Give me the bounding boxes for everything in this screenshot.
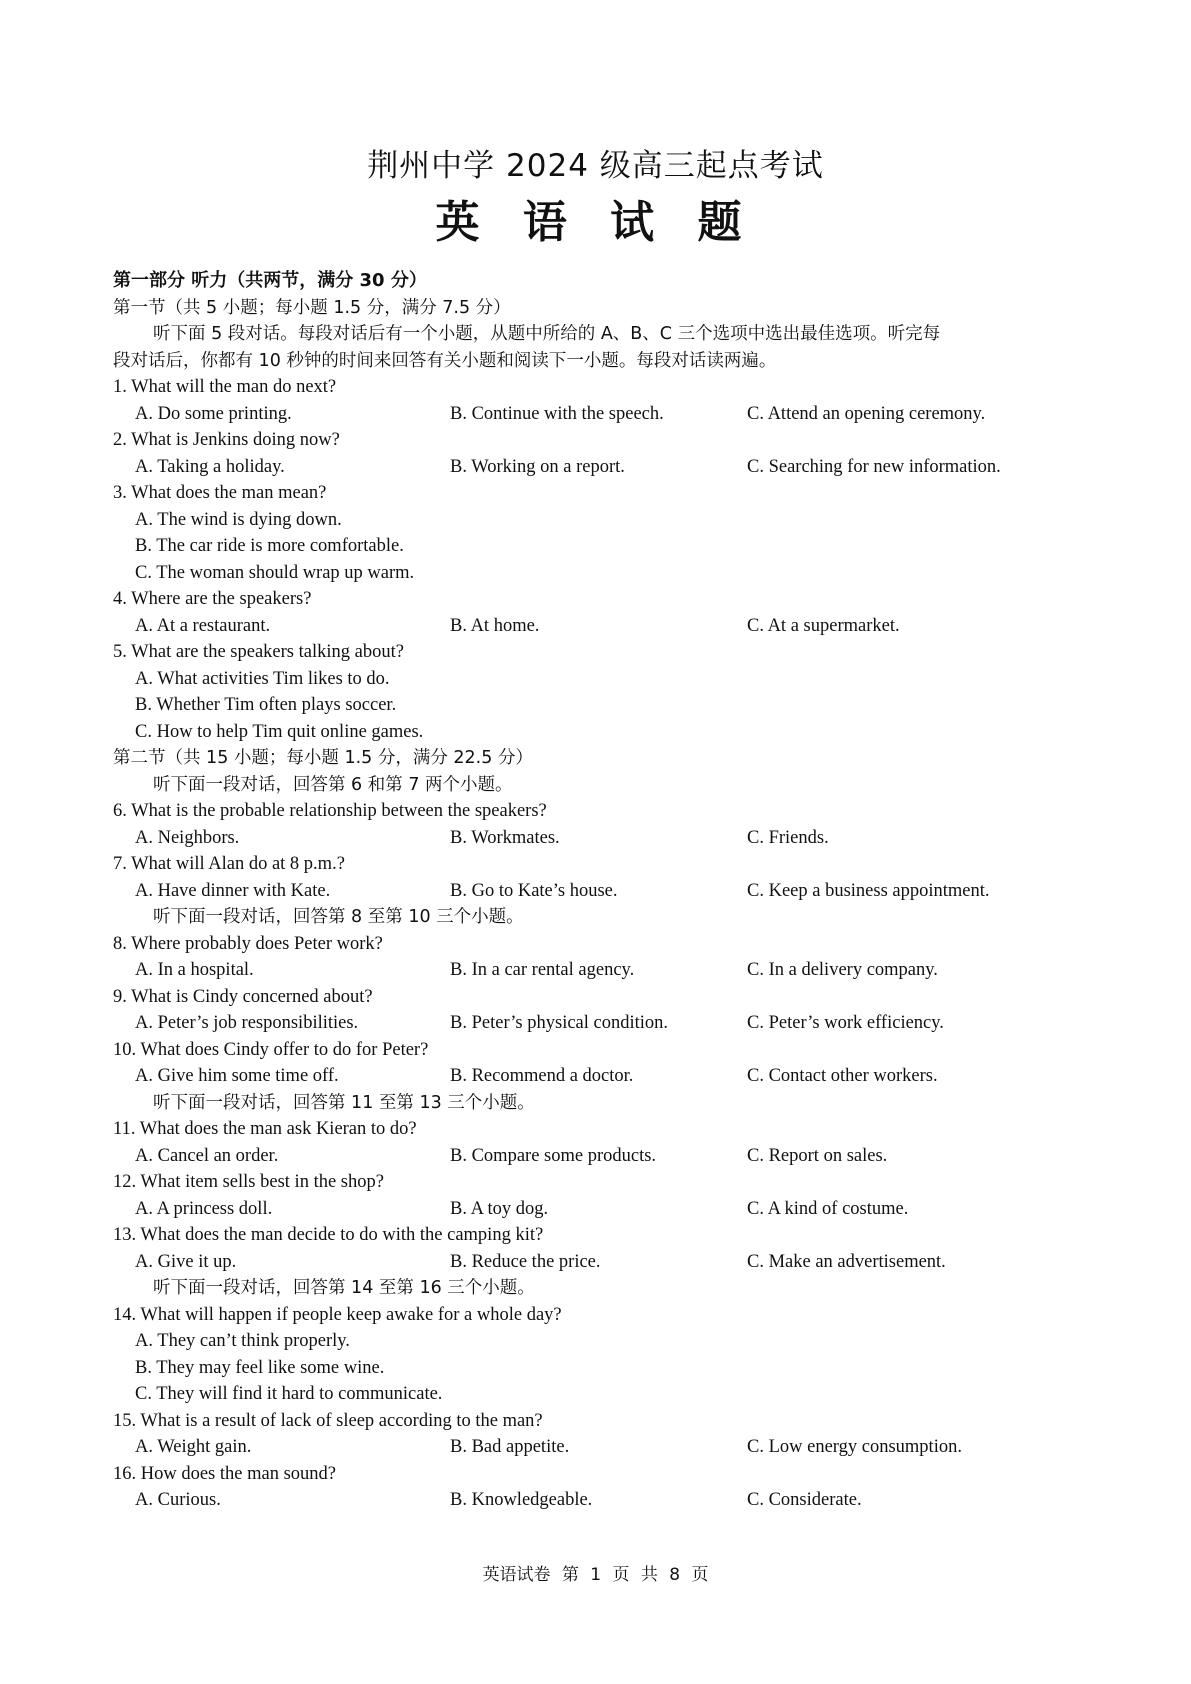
instruction-line-1: 听下面 5 段对话。每段对话后有一个小题，从题中所给的 A、B、C 三个选项中选出最佳选项。听完每: [153, 324, 941, 344]
option-a: A. At a restaurant.: [135, 615, 271, 636]
part1-heading: 第一部分 听力（共两节，满分 30 分）: [113, 270, 427, 291]
question-stem: 2. What is Jenkins doing now?: [113, 430, 340, 450]
option-row: [113, 825, 1093, 852]
option-a: A. Cancel an order.: [135, 1145, 279, 1166]
option-a: A. Weight gain.: [135, 1437, 252, 1457]
option-c: C. How to help Tim quit online games.: [135, 721, 424, 742]
option-c: C. At a supermarket.: [747, 615, 900, 636]
option-row: [113, 401, 1093, 428]
option-c: C. A kind of costume.: [747, 1198, 909, 1219]
option-c: C. Considerate.: [747, 1490, 862, 1510]
question-stem: 7. What will Alan do at 8 p.m.?: [113, 854, 345, 874]
option-a: A. Neighbors.: [135, 827, 240, 848]
question-stem: 3. What does the man mean?: [113, 483, 327, 503]
option-b: B. Reduce the price.: [450, 1251, 601, 1272]
option-b: B. A toy dog.: [450, 1198, 549, 1219]
option-a: A. Do some printing.: [135, 403, 292, 424]
option-row: [113, 1249, 1093, 1276]
option-a: A. They can’t think properly.: [135, 1331, 350, 1351]
question-stem: 5. What are the speakers talking about?: [113, 642, 404, 662]
question-stem: 15. What is a result of lack of sleep according to the man?: [113, 1410, 543, 1431]
dialog-instruction: 听下面一段对话，回答第 8 至第 10 三个小题。: [153, 907, 524, 927]
question-stem: 13. What does the man decide to do with the camping kit?: [113, 1225, 544, 1245]
option-a: A. In a hospital.: [135, 960, 254, 980]
option-row: [113, 1063, 1093, 1090]
option-c: C. In a delivery company.: [747, 960, 938, 980]
option-b: B. In a car rental agency.: [450, 960, 635, 980]
option-row: [113, 1487, 1093, 1514]
dialog-instruction: 听下面一段对话，回答第 11 至第 13 三个小题。: [153, 1092, 535, 1113]
subject-title: 英 语 试 题: [435, 197, 756, 248]
option-b: B. Continue with the speech.: [450, 403, 664, 424]
page-footer: 英语试卷 第 1 页 共 8 页: [482, 1565, 709, 1585]
option-b: B. Recommend a doctor.: [450, 1066, 634, 1086]
option-row: [113, 878, 1093, 905]
option-c: C. Keep a business appointment.: [747, 880, 990, 901]
question-stem: 8. Where probably does Peter work?: [113, 933, 383, 954]
question-stem: 6. What is the probable relationship between the speakers?: [113, 801, 547, 821]
question-stem: 16. How does the man sound?: [113, 1463, 336, 1484]
section2-heading: 第二节（共 15 小题；每小题 1.5 分，满分 22.5 分）: [113, 748, 533, 768]
option-a: A. Give him some time off.: [135, 1066, 339, 1086]
option-b: B. Knowledgeable.: [450, 1490, 593, 1510]
option-a: A. The wind is dying down.: [135, 509, 342, 530]
dialog-instruction: 听下面一段对话，回答第 6 和第 7 两个小题。: [153, 774, 513, 795]
option-b: B. Peter’s physical condition.: [450, 1013, 669, 1033]
option-b: B. They may feel like some wine.: [135, 1357, 385, 1378]
option-a: A. A princess doll.: [135, 1198, 273, 1219]
option-c: C. Low energy consumption.: [747, 1437, 962, 1457]
option-b: B. Bad appetite.: [450, 1437, 570, 1457]
option-a: A. Have dinner with Kate.: [135, 880, 331, 901]
question-stem: 9. What is Cindy concerned about?: [113, 986, 373, 1007]
option-row: [113, 454, 1093, 481]
option-b: B. The car ride is more comfortable.: [135, 536, 404, 556]
section1-heading: 第一节（共 5 小题；每小题 1.5 分，满分 7.5 分）: [113, 297, 511, 318]
question-stem: 10. What does Cindy offer to do for Peter?: [113, 1039, 429, 1060]
option-a: A. Give it up.: [135, 1251, 237, 1272]
option-c: C. Report on sales.: [747, 1145, 888, 1166]
instruction-line-2: 段对话后，你都有 10 秒钟的时间来回答有关小题和阅读下一小题。每段对话读两遍。: [113, 350, 777, 371]
option-a: A. What activities Tim likes to do.: [135, 668, 390, 689]
option-c: C. Searching for new information.: [747, 456, 1001, 477]
option-b: B. Whether Tim often plays soccer.: [135, 695, 397, 715]
question-stem: 4. Where are the speakers?: [113, 589, 312, 609]
exam-content: [113, 268, 1093, 1514]
option-row: [113, 613, 1093, 640]
option-c: C. Attend an opening ceremony.: [747, 403, 986, 424]
question-stem: 11. What does the man ask Kieran to do?: [113, 1119, 417, 1139]
option-c: C. Friends.: [747, 827, 829, 848]
option-c: C. Peter’s work efficiency.: [747, 1013, 944, 1033]
option-c: C. The woman should wrap up warm.: [135, 562, 415, 583]
option-a: A. Taking a holiday.: [135, 456, 285, 477]
option-row: [113, 1010, 1093, 1037]
option-a: A. Curious.: [135, 1490, 221, 1510]
option-a: A. Peter’s job responsibilities.: [135, 1013, 359, 1033]
option-c: C. They will find it hard to communicate.: [135, 1384, 443, 1404]
option-b: B. Compare some products.: [450, 1145, 657, 1166]
question-stem: 12. What item sells best in the shop?: [113, 1172, 384, 1192]
option-row: [113, 1434, 1093, 1461]
option-row: [113, 1196, 1093, 1223]
school-exam-title: 荆州中学 2024 级高三起点考试: [367, 148, 824, 184]
option-c: C. Make an advertisement.: [747, 1251, 946, 1272]
option-b: B. At home.: [450, 615, 540, 636]
option-b: B. Workmates.: [450, 827, 560, 848]
section1-instructions: [113, 321, 1093, 374]
option-row: [113, 957, 1093, 984]
option-c: C. Contact other workers.: [747, 1066, 938, 1086]
question-stem: 14. What will happen if people keep awake for a whole day?: [113, 1304, 562, 1325]
option-row: [113, 1143, 1093, 1170]
option-b: B. Working on a report.: [450, 456, 625, 477]
dialog-instruction: 听下面一段对话，回答第 14 至第 16 三个小题。: [153, 1278, 535, 1298]
question-stem: 1. What will the man do next?: [113, 377, 337, 397]
option-b: B. Go to Kate’s house.: [450, 880, 618, 901]
